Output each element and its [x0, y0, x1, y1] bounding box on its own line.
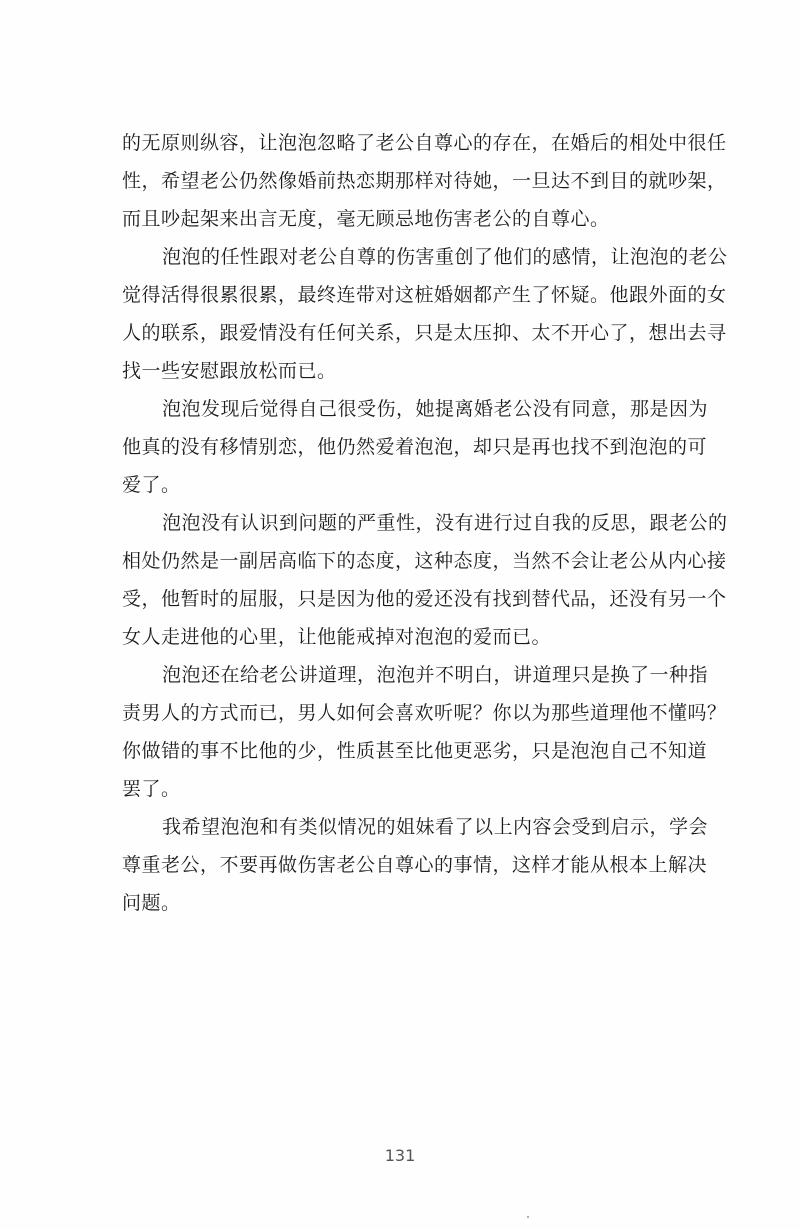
text-line: 尊重老公，不要再做伤害老公自尊心的事情，这样才能从根本上解决 — [122, 854, 708, 876]
paragraph-first-line: 泡泡还在给老公讲道理，泡泡并不明白，讲道理只是换了一种指 — [162, 664, 709, 686]
text-line: 相处仍然是一副居高临下的态度，这种态度，当然不会让老公从内心接 — [122, 550, 727, 572]
page-number: 131 — [384, 1146, 416, 1165]
paragraph-first-line: 泡泡的任性跟对老公自尊的伤害重创了他们的感情，让泡泡的老公 — [162, 246, 728, 268]
text-line: 责男人的方式而已，男人如何会喜欢听呢？你以为那些道理他不懂吗？ — [122, 702, 727, 724]
text-line: 你做错的事不比他的少，性质甚至比他更恶劣，只是泡泡自己不知道 — [122, 740, 708, 762]
text-line: 找一些安慰跟放松而已。 — [122, 360, 337, 382]
text-line: 他真的没有移情别恋，他仍然爱着泡泡，却只是再也找不到泡泡的可 — [122, 436, 708, 458]
text-line: 性，希望老公仍然像婚前热恋期那样对待她，一旦达不到目的就吵架， — [122, 170, 727, 192]
paragraph-first-line: 我希望泡泡和有类似情况的姐妹看了以上内容会受到启示，学会 — [162, 816, 709, 838]
text-line: 问题。 — [122, 892, 181, 914]
text-line: 女人走进他的心里，让他能戒掉对泡泡的爱而已。 — [122, 626, 552, 648]
text-line: 觉得活得很累很累，最终连带对这桩婚姻都产生了怀疑。他跟外面的女 — [122, 284, 727, 306]
text-line: 的无原则纵容，让泡泡忽略了老公自尊心的存在，在婚后的相处中很任 — [122, 132, 727, 154]
paragraph-first-line: 泡泡发现后觉得自己很受伤，她提离婚老公没有同意，那是因为 — [162, 398, 709, 420]
text-line: 而且吵起架来出言无度，毫无顾忌地伤害老公的自尊心。 — [122, 208, 610, 230]
text-line: 爱了。 — [122, 474, 181, 496]
body-text — [122, 124, 728, 922]
scan-speck — [527, 1216, 529, 1218]
text-line: 人的联系，跟爱情没有任何关系，只是太压抑、太不开心了，想出去寻 — [122, 322, 727, 344]
text-line: 罢了。 — [122, 778, 181, 800]
text-line: 受，他暂时的屈服，只是因为他的爱还没有找到替代品，还没有另一个 — [122, 588, 727, 610]
paragraph-first-line: 泡泡没有认识到问题的严重性，没有进行过自我的反思，跟老公的 — [162, 512, 728, 534]
